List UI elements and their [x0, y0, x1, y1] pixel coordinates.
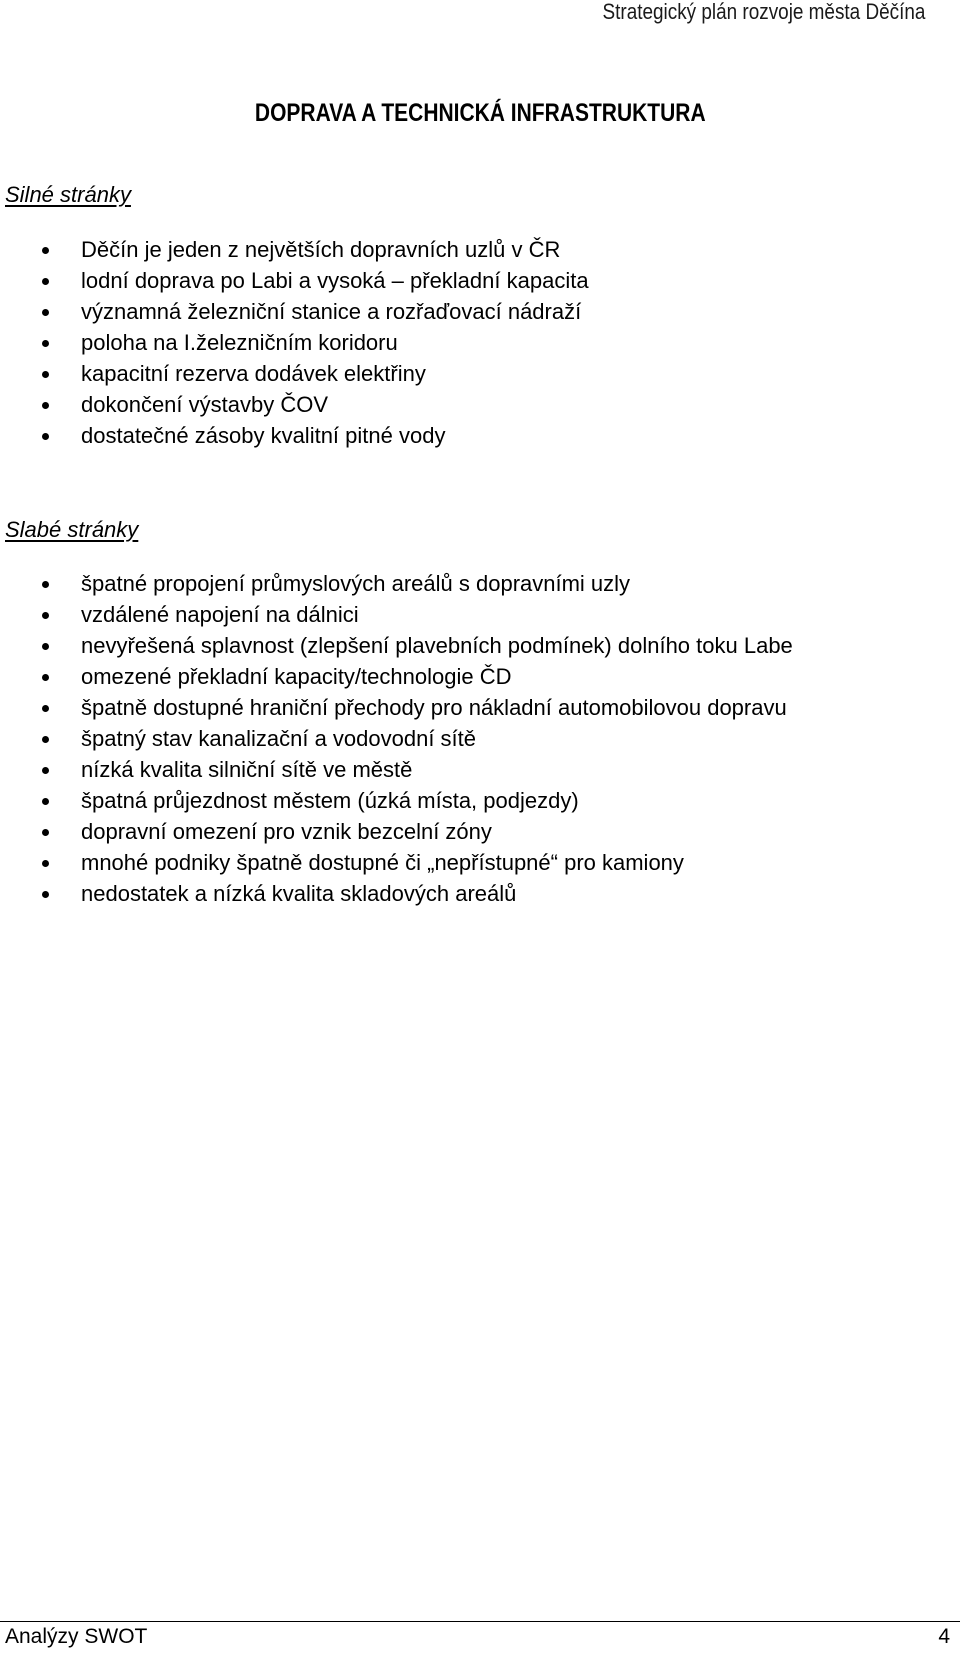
page-number: 4 — [938, 1625, 950, 1648]
footer-rule — [0, 1621, 960, 1622]
list-item-text: dopravní omezení pro vznik bezcelní zóny — [81, 819, 492, 844]
list-item-text: lodní doprava po Labi a vysoká – překladní kapacita — [81, 268, 589, 293]
bullet-icon — [42, 860, 49, 867]
page-title-text: DOPRAVA A TECHNICKÁ INFRASTRUKTURA — [254, 99, 706, 127]
running-header: Strategický plán rozvoje města Děčína — [602, 0, 925, 24]
bullet-icon — [42, 247, 49, 254]
list-item-text: špatná průjezdnost městem (úzká místa, podjezdy) — [81, 788, 579, 813]
list-item-text: poloha na I.železničním koridoru — [81, 330, 398, 355]
bullet-icon — [42, 829, 49, 836]
list-item-text: dostatečné zásoby kvalitní pitné vody — [81, 423, 446, 448]
bullet-icon — [42, 371, 49, 378]
bullet-icon — [42, 581, 49, 588]
list-item-text: špatné propojení průmyslových areálů s dopravními uzly — [81, 571, 631, 596]
bullet-icon — [42, 643, 49, 650]
list-item-text: nízká kvalita silniční sítě ve městě — [81, 757, 413, 782]
bullet-icon — [42, 798, 49, 805]
list-item-text: dokončení výstavby ČOV — [81, 392, 329, 417]
page-title — [0, 98, 960, 128]
bullet-icon — [42, 736, 49, 743]
bullet-icon — [42, 674, 49, 681]
bullet-icon — [42, 402, 49, 409]
list-item-text: omezené překladní kapacity/technologie ČD — [81, 664, 512, 689]
bullet-icon — [42, 705, 49, 712]
bullet-icon — [42, 433, 49, 440]
list-item-text: nedostatek a nízká kvalita skladových areálů — [81, 881, 517, 906]
section-heading-weaknesses: Slabé stránky — [5, 517, 139, 542]
bullet-icon — [42, 891, 49, 898]
footer-label: Analýzy SWOT — [5, 1625, 148, 1648]
list-item-text: mnohé podniky špatně dostupné či „nepřístupné“ pro kamiony — [81, 850, 684, 875]
bullet-icon — [42, 278, 49, 285]
list-item-text: špatně dostupné hraniční přechody pro nákladní automobilovou dopravu — [81, 695, 787, 720]
list-item-text: nevyřešená splavnost (zlepšení plavebních podmínek) dolního toku Labe — [81, 633, 793, 658]
bullet-icon — [42, 309, 49, 316]
list-item-text: kapacitní rezerva dodávek elektřiny — [81, 361, 426, 386]
list-item-text: špatný stav kanalizační a vodovodní sítě — [81, 726, 477, 751]
list-item-text: významná železniční stanice a rozřaďovací nádraží — [81, 299, 582, 324]
bullet-icon — [42, 612, 49, 619]
list-item-text: vzdálené napojení na dálnici — [81, 602, 359, 627]
bullet-icon — [42, 340, 49, 347]
bullet-icon — [42, 767, 49, 774]
list-item-text: Děčín je jeden z největších dopravních uzlů v ČR — [81, 237, 561, 262]
section-heading-strengths: Silné stránky — [5, 182, 131, 207]
